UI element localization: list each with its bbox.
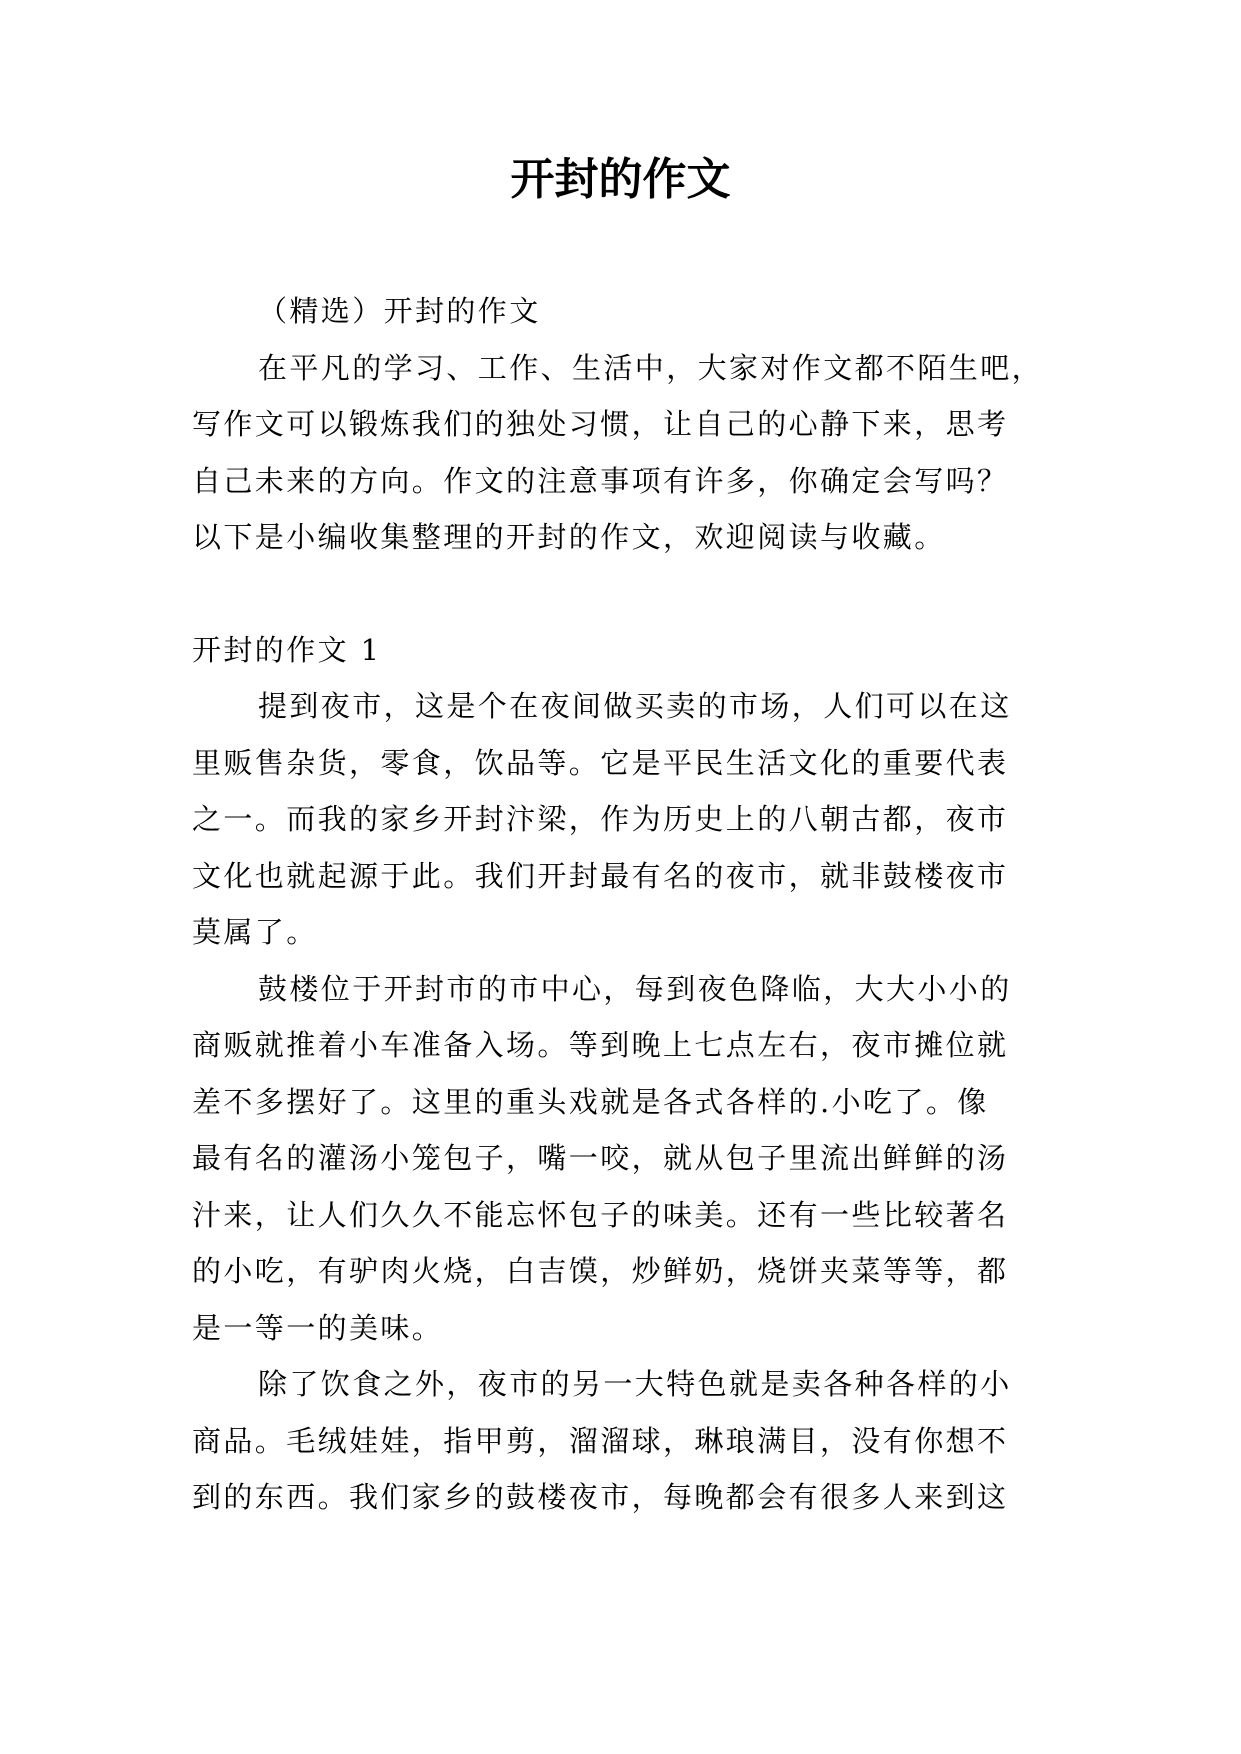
preface-line: 写作文可以锻炼我们的独处习惯，让自己的心静下来，思考	[192, 407, 1009, 441]
paragraph-3-line: 除了饮食之外，夜市的另一大特色就是卖各种各样的小	[258, 1367, 1012, 1401]
paragraph-2-line: 汁来，让人们久久不能忘怀包子的味美。还有一些比较著名	[192, 1197, 1009, 1232]
paragraph-2-line: 商贩就推着小车准备入场。等到晚上七点左右，夜市摊位就	[192, 1028, 1009, 1062]
preface-line: 以下是小编收集整理的开封的作文，欢迎阅读与收藏。	[192, 520, 946, 554]
paragraph-2-line: 鼓楼位于开封市的市中心，每到夜色降临，大大小小的	[258, 971, 1012, 1006]
section-spacer	[192, 566, 1052, 622]
paragraph-3-line: 商品。毛绒娃娃，指甲剪，溜溜球，琳琅满目，没有你想不	[192, 1423, 1009, 1458]
paragraph-2-line: 是一等一的美味。	[192, 1310, 444, 1345]
document-title: 开封的作文	[510, 154, 731, 205]
paragraph-1-line: 提到夜市，这是个在夜间做买卖的市场，人们可以在这	[258, 689, 1012, 723]
paragraph-3-line: 到的东西。我们家乡的鼓楼夜市，每晚都会有很多人来到这	[192, 1480, 1009, 1514]
paragraph-2-line: 的小吃，有驴肉火烧，白吉馍，炒鲜奶，烧饼夹菜等等，都	[192, 1254, 1009, 1288]
paragraph-1-line: 之一。而我的家乡开封汴梁，作为历史上的八朝古都，夜市	[192, 802, 1009, 836]
preface-line: 自己未来的方向。作文的注意事项有许多，你确定会写吗？	[192, 463, 1009, 498]
paragraph-2-line: 最有名的灌汤小笼包子，嘴一咬，就从包子里流出鲜鲜的汤	[192, 1141, 1009, 1175]
section-heading: 开封的作文 1	[192, 632, 382, 667]
paragraph-1-line: 文化也就起源于此。我们开封最有名的夜市，就非鼓楼夜市	[192, 858, 1009, 893]
document-body	[192, 283, 1052, 1526]
paragraph-2-line: 差不多摆好了。这里的重头戏就是各式各样的.小吃了。像	[192, 1084, 989, 1119]
preface-line: 在平凡的学习、工作、生活中，大家对作文都不陌生吧，	[258, 350, 1044, 385]
paragraph-1-line: 莫属了。	[192, 915, 318, 949]
intro-line: （精选）开封的作文	[258, 294, 541, 328]
paragraph-1-line: 里贩售杂货，零食，饮品等。它是平民生活文化的重要代表	[192, 745, 1009, 780]
